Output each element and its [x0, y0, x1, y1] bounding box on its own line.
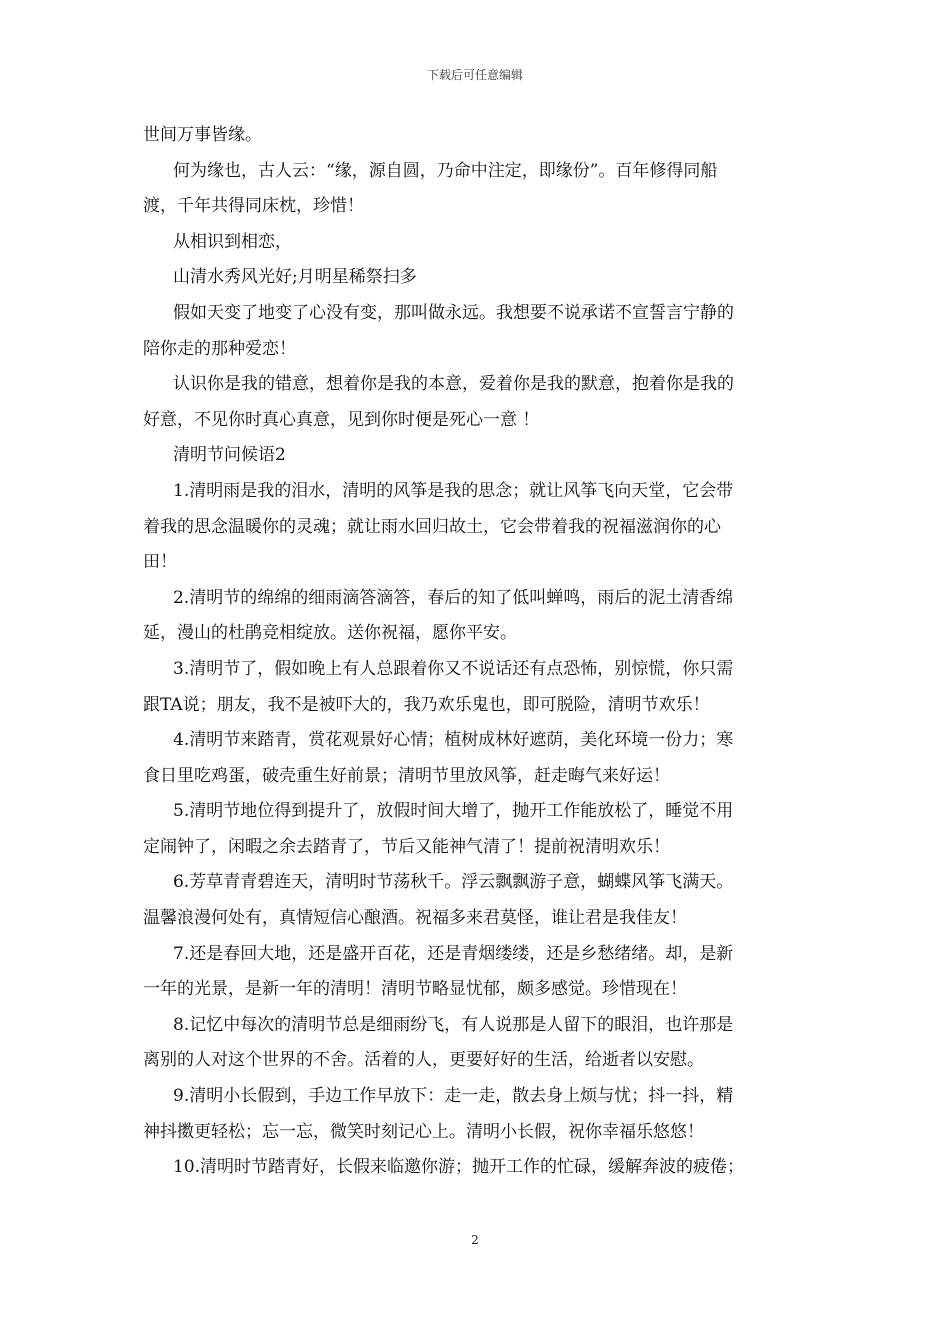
- text-line: 神抖擞更轻松；忘一忘，微笑时刻记心上。清明小长假，祝你幸福乐悠悠！: [143, 1121, 704, 1142]
- text-line: 9.清明小长假到，手边工作早放下：走一走，散去身上烦与忧；抖一抖，精: [173, 1086, 734, 1107]
- text-line: 渡，千年共得同床枕，珍惜！: [143, 196, 364, 217]
- text-line: 4.清明节来踏青，赏花观景好心情；植树成林好遮荫，美化环境一份力；寒: [173, 730, 734, 751]
- text-line: 延，漫山的杜鹃竞相绽放。送你祝福，愿你平安。: [143, 623, 517, 644]
- text-line: 2.清明节的绵绵的细雨滴答滴答，春后的知了低叫蝉鸣，雨后的泥土清香绵: [173, 587, 734, 608]
- text-line: 世间万事皆缘。: [143, 125, 262, 145]
- section-heading: 清明节问候语2: [173, 445, 286, 466]
- text-line: 何为缘也，古人云：“缘，源自圆，乃命中注定，即缘份”。百年修得同船: [173, 160, 718, 181]
- text-line: 着我的思念温暖你的灵魂；就让雨水回归故土，它会带着我的祝福滋润你的心: [143, 516, 721, 537]
- text-line: 3.清明节了，假如晚上有人总跟着你又不说话还有点恐怖，别惊慌，你只需: [173, 658, 734, 679]
- text-line: 6.芳草青青碧连天，清明时节荡秋千。浮云飘飘游子意，蝴蝶风筝飞满天。: [173, 872, 734, 893]
- text-line: 10.清明时节踏青好，长假来临邀你游；抛开工作的忙碌，缓解奔波的疲倦；: [173, 1157, 745, 1178]
- text-line: 好意，不见你时真心真意，见到你时便是死心一意 ！: [143, 409, 540, 430]
- document-body: [143, 118, 809, 1186]
- text-line: 5.清明节地位得到提升了，放假时间大增了，抛开工作能放松了，睡觉不用: [173, 801, 734, 822]
- text-line: 1.清明雨是我的泪水，清明的风筝是我的思念；就让风筝飞向天堂，它会带: [173, 480, 734, 501]
- page-header: 下载后可任意编辑: [426, 68, 523, 82]
- text-line: 食日里吃鸡蛋，破壳重生好前景；清明节里放风筝，赶走晦气来好运！: [143, 765, 670, 786]
- text-line: 离别的人对这个世界的不舍。活着的人，更要好好的生活，给逝者以安慰。: [143, 1050, 704, 1071]
- page-number: 2: [471, 1233, 479, 1247]
- text-line: 认识你是我的错意，想着你是我的本意，爱着你是我的默意，抱着你是我的: [173, 374, 734, 395]
- text-line: 温馨浪漫何处有，真情短信心酿酒。祝福多来君莫怪，谁让君是我佳友！: [143, 908, 687, 929]
- text-line: 从相识到相恋，: [173, 231, 292, 252]
- text-line: 8.记忆中每次的清明节总是细雨纷飞，有人说那是人留下的眼泪，也许那是: [173, 1014, 734, 1035]
- text-line: 一年的光景，是新一年的清明！清明节略显忧郁，颇多感觉。珍惜现在！: [143, 979, 687, 1000]
- text-line: 陪你走的那种爱恋！: [143, 338, 296, 359]
- text-line: 假如天变了地变了心没有变，那叫做永远。我想要不说承诺不宣誓言宁静的: [173, 302, 734, 323]
- text-line: 定闹钟了，闲暇之余去踏青了，节后又能神气清了！提前祝清明欢乐！: [143, 836, 670, 857]
- text-line: 7.还是春回大地，还是盛开百花，还是青烟缕缕，还是乡愁绪绪。却，是新: [173, 943, 734, 964]
- text-line: 山清水秀风光好;月明星稀祭扫多: [173, 267, 417, 288]
- text-line: 跟TA说；朋友，我不是被吓大的，我乃欢乐鬼也，即可脱险，清明节欢乐！: [143, 694, 710, 715]
- text-line: 田！: [143, 552, 177, 573]
